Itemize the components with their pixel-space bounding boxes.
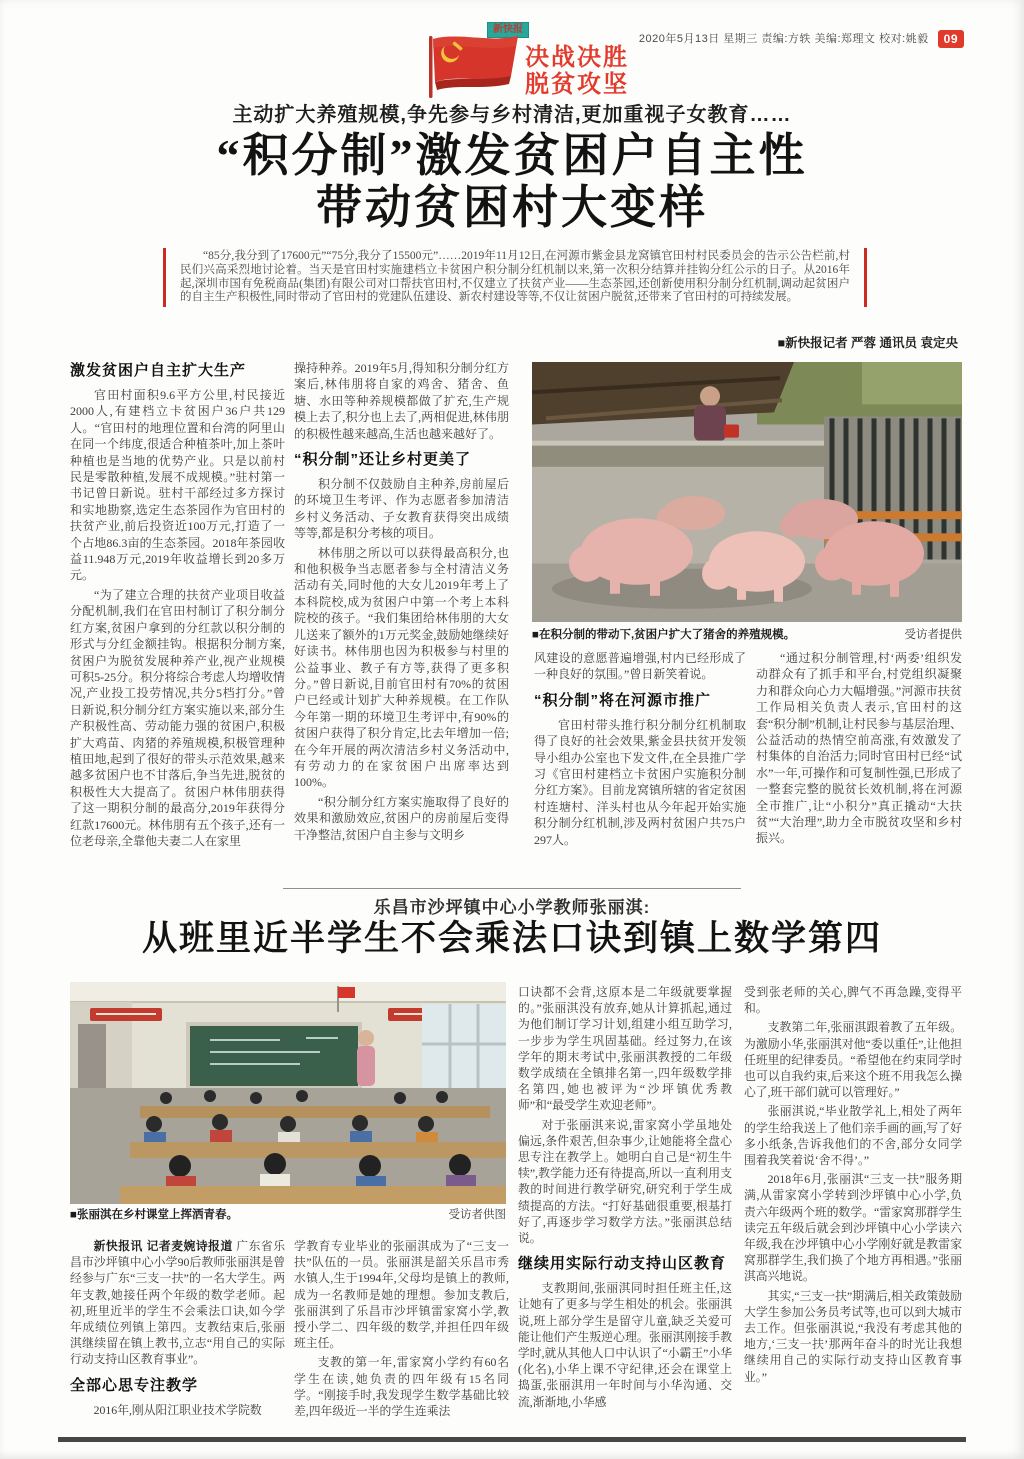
article2-lead-paragraph — [70, 1238, 285, 1368]
article-divider — [283, 888, 741, 889]
article2-paragraph: 对于张丽淇来说,雷家窝小学虽地处偏远,条件艰苦,但杂事少,让她能将全盘心思专注在教学上。她明白自己是“初生牛犊”,教学能力还有待提高,所以一直利用支教的时间进行教学研究,研究利于学生成绩提高的方法。“打好基础很重要,根基打好了,再逐步学习数学方法。”张丽淇总结说。 — [518, 1117, 732, 1246]
article2-paragraph: 支教第二年,张丽淇跟着教了五年级。为激励小华,张丽淇对他“委以重任”,让他担任班里的纪律委员。“希望他在约束同学时也可以自我约束,后来这个班不用我怎么操心了,班干部们就可以管理好。” — [744, 1020, 962, 1100]
slogan-line2: 脱贫攻坚 — [525, 71, 629, 98]
article1-paragraph: “为了建立合理的扶贫产业项目收益分配机制,我们在官田村制订了积分制分红方案,贫困户拿到的分红款以积分制的形式与分红金额挂钩。根据积分制方案,贫困户为脱贫发展种养产业,视产业规模可积5-25分。积分将综合考虑人均增收情况,产业投工投劳情况,共分5档打分。”曾日新说,积分制分红方案实施以来,部分生产积极性高、劳动能力强的贫困户,积极扩大鸡苗、肉猪的养殖规模,积极管理种植田地,起到了很好的带头示范效果,越来越多贫困户也不甘落后,争当先进,脱贫的积极性大大提高了。贫困户林伟朋获得了这一期积分制的最高分,2019年获得分红款17600元。林伟朋有五个孩子,还有一位老母亲,全靠他夫妻二人在家里 — [70, 587, 285, 848]
article2-paragraph: 学教育专业毕业的张丽淇成为了“三支一扶”队伍的一员。张丽淇是韶关乐昌市秀水镇人,生于1994年,父母均是镇上的教师,成为一名教师是她的理想。参加支教后,张丽淇到了乐昌市沙坪镇雷家窝小学,教授小学二、四年级的数学,并担任四年级班主任。 — [294, 1239, 509, 1351]
page-bottom-rule — [58, 1437, 966, 1442]
photo-caption: ■在积分制的带动下,贫困户扩大了猪舍的养殖规模。 — [532, 629, 796, 641]
pig-pen-photo — [532, 362, 962, 622]
article1-column-1 — [70, 360, 285, 885]
article1-column-3 — [534, 650, 746, 886]
dateline-text: 2020年5月13日 星期三 责编:方轶 美编:郑理文 校对:姚毅 — [638, 33, 929, 45]
article2-lead-text: 广东省乐昌市沙坪镇中心小学90后教师张丽淇是曾经参与广东“三支一扶”的一名大学生。两年支教,她接任两个年级的数学老师。起初,班里近半的学生不会乘法口诀,如今学年成绩位列镇上第四。支教结束后,张丽淇继续留在镇上教书,立志“用自己的实际行动支持山区教育事业”。 — [70, 1239, 285, 1367]
article1-headline-line1: “积分制”激发贫困户自主性 — [216, 130, 808, 181]
party-flag-icon — [425, 34, 521, 100]
article1-column-4 — [756, 650, 962, 886]
classroom-photo-caption-row — [70, 1208, 506, 1223]
article1-paragraph: 林伟朋之所以可以获得最高积分,也和他积极争当志愿者参与全村清洁义务活动有关,同时他的大女儿2019年考上了本科院校,成为贫困户中第一个考上本科院校的孩子。“我们集团给林伟朋的大女儿送来了额外的1万元奖金,鼓励她继续好好读书。林伟朋也因为积极参与村里的公益事业、教子有方等,获得了更多积分。”曾日新说,目前官田村有70%的贫困户已经或计划扩大种养规模。在工作队今年第一期的环境卫生考评中,有90%的贫困户获得了积分肯定,比去年增加一倍;在今年开展的两次清洁乡村义务活动中,有劳动力的在家贫困户出席率达到100%。 — [294, 545, 509, 790]
article2-column-1 — [70, 1238, 285, 1436]
article1-section3-heading: “积分制”将在河源市推广 — [534, 691, 712, 709]
article1-paragraph: 积分制不仅鼓励自主种养,房前屋后的环境卫生考评、作为志愿者参加清洁乡村义务活动、子女教育获得突出成绩等等,都是积分考核的项目。 — [294, 477, 509, 541]
photo-caption: ■张丽淇在乡村课堂上挥洒青春。 — [70, 1209, 238, 1221]
article1-section2-heading: “积分制”还让乡村更美了 — [294, 451, 472, 469]
dateline — [639, 30, 964, 48]
article2-paragraph: 张丽淇说,“毕业散学礼上,相处了两年的学生给我送上了他们亲手画的画,写了好多小纸条,告诉我他们的不舍,部分女同学围着我笑着说‘舍不得’。” — [744, 1104, 962, 1168]
article2-headline: 从班里近半学生不会乘法口诀到镇上数学第四 — [141, 919, 882, 958]
article2-paragraph: 支教的第一年,雷家窝小学约有60名学生在读,她负责的四年级有15名同学。“刚接手时,我发现学生数学基础比较差,四年级近一半的学生连乘法 — [294, 1355, 509, 1419]
article1-headline — [0, 130, 1024, 234]
article2-column-4 — [744, 984, 962, 1434]
article2-section1-heading: 全部心思专注教学 — [70, 1376, 199, 1394]
article1-kicker: 主动扩大养殖规模,争先参与乡村清洁,更加重视子女教育…… — [232, 104, 792, 126]
article1-paragraph: 操持种养。2019年5月,得知积分制分红方案后,林伟朋将自家的鸡舍、猪舍、鱼塘、水田等种养规模都做了扩充,生产规模上去了,积分也上去了,两相促进,林伟朋的积极性越来越高,生活也越来越好了。 — [294, 361, 509, 441]
slogan-line1: 决战决胜 — [525, 44, 629, 71]
pig-photo-caption-row — [532, 628, 962, 643]
classroom-illustration — [70, 982, 506, 1204]
article2-paragraph: 2016年,刚从阳江职业技术学院数 — [93, 1402, 262, 1417]
article1-paragraph: 官田村面积9.6平方公里,村民接近2000人,有建档立卡贫困户36户共129人。“官田村的地理位置和台湾的阿里山在同一个纬度,很适合种植茶叶,加上茶叶种植也是当地的优势产业。只是以前村民是零散种植,发展不成规模。”驻村第一书记曾日新说。驻村干部经过多方探讨和实地勘察,选定生态茶园作为官田村的扶贫产业,前后投资近100万元,打造了一个占地86.3亩的生态茶园。2018年茶园收益11.948万元,2019年收益增长到20多万元。 — [70, 388, 285, 583]
article1-paragraph: “积分制分红方案实施取得了良好的效果和激励效应,贫困户的房前屋后变得干净整洁,贫困户自主参与文明乡 — [294, 794, 509, 842]
article2-paragraph: 受到张老师的关心,脾气不再急躁,变得平和。 — [744, 985, 962, 1016]
article2-section2-heading: 继续用实际行动支持山区教育 — [518, 1255, 727, 1273]
pig-pen-illustration — [532, 362, 962, 622]
article2-lead-in: 新快报讯 记者麦婉诗报道 — [93, 1239, 233, 1253]
article1-paragraph: 风建设的意愿普遍增强,村内已经形成了一种良好的氛围。”曾日新笑着说。 — [534, 651, 746, 682]
page-number-badge: 09 — [938, 30, 964, 48]
article2-column-3 — [518, 984, 732, 1434]
article2-paragraph: 支教期间,张丽淇同时担任班主任,这让她有了更多与学生相处的机会。张丽淇说,班上部分学生是留守儿童,缺乏关爱可能让他们产生叛逆心理。张丽淇刚接手教学时,就从其他人口中认识了“小霸王”小华(化名),小华上课不守纪律,还会在课堂上捣蛋,张丽淇用一年时间与小华沟通、交流,渐渐地,小华感 — [518, 1281, 732, 1409]
article2-column-2 — [294, 1238, 509, 1436]
photo-credit: 受访者供图 — [448, 1209, 506, 1221]
article1-headline-line2: 带动贫困村大变样 — [316, 182, 708, 233]
article1-byline: ■新快报记者 严蓉 通讯员 袁定央 — [777, 336, 958, 350]
article1-lead: “85分,我分到了17600元”“75分,我分了15500元”……2019年11月12日,在河源市紫金县龙窝镇官田村村民委员会的告示公告栏前,村民们兴高采烈地讨论着。当天是官田村实施建档立卡贫困户积分制分红机制以来,第一次积分结算并挂钩分红公示的日子。从2016年起,深圳市国有免税商品(集团)有限公司对口帮扶官田村,不仅建立了扶贫产业——生态茶园,还创新使用积分制分红机制,调动起贫困户的自主生产积极性,同时带动了官田村的党建队伍建设、新农村建设等等,不仅让贫困户脱贫,还带来了官田村的可持续发展。 — [163, 248, 867, 307]
newspaper-logo-badge: 新快报 — [487, 22, 529, 38]
article1-column-2 — [294, 360, 509, 885]
classroom-photo — [70, 982, 506, 1204]
article1-paragraph: 官田村带头推行积分制分红机制取得了良好的社会效果,紫金县扶贫开发领导小组办公室也下发文件,在全县推广学习《官田村建档立卡贫困户实施积分制分红方案》。目前龙窝镇所辖的省定贫困村连塘村、洋头村也从今年起开始实施积分制分红机制,涉及两村贫困户共75户297人。 — [534, 717, 746, 847]
article1-section1-heading: 激发贫困户自主扩大生产 — [70, 362, 247, 379]
article2-paragraph: 其实,“三支一扶”期满后,相关政策鼓励大学生参加公务员考试等,也可以到大城市去工作。但张丽淇说,“我没有考虑其他的地方,‘三支一扶’那两年奋斗的时光让我想继续用自己的实际行动支持山区教育事业。” — [744, 1288, 962, 1384]
campaign-masthead — [425, 22, 629, 102]
article2-paragraph: 口诀都不会背,这原本是二年级就要掌握的。”张丽淇没有放弃,她从计算抓起,通过为他们制订学习计划,组建小组互助学习,一步步为学生巩固基础。经过努力,在该学年的期末考试中,张丽淇教授的二年级数学成绩在全镇排名第一,四年级数学排名第四,她也被评为“沙坪镇优秀教师”和“最受学生欢迎老师”。 — [518, 985, 732, 1113]
article2-paragraph: 2018年6月,张丽淇“三支一扶”服务期满,从雷家窝小学转到沙坪镇中心小学,负责六年级两个班的数学。“雷家窝那群学生读完五年级后就会到沙坪镇中心小学读六年级,我在沙坪镇中心小学刚好就是教雷家窝那群学生,我们换了个地方再相遇。”张丽淇高兴地说。 — [744, 1172, 962, 1284]
campaign-slogan — [525, 44, 629, 98]
article1-paragraph: “通过积分制管理,村‘两委’组织发动群众有了抓手和平台,村党组织凝聚力和群众向心力大幅增强。”河源市扶贫工作局相关负责人表示,官田村的这套“积分制”机制,让村民参与基层治理、公益活动的热情空前高涨,有效激发了村集体的自治活力;同时官田村已经“试水”一年,可操作和可复制性强,已形成了一整套完整的脱贫长效机制,将在河源全市推广,让“小积分”真正撬动“大扶贫”“大治理”,助力全市脱贫攻坚和乡村振兴。 — [756, 651, 962, 846]
article2-kicker: 乐昌市沙坪镇中心小学教师张丽淇: — [373, 898, 651, 917]
photo-credit: 受访者提供 — [904, 629, 962, 641]
